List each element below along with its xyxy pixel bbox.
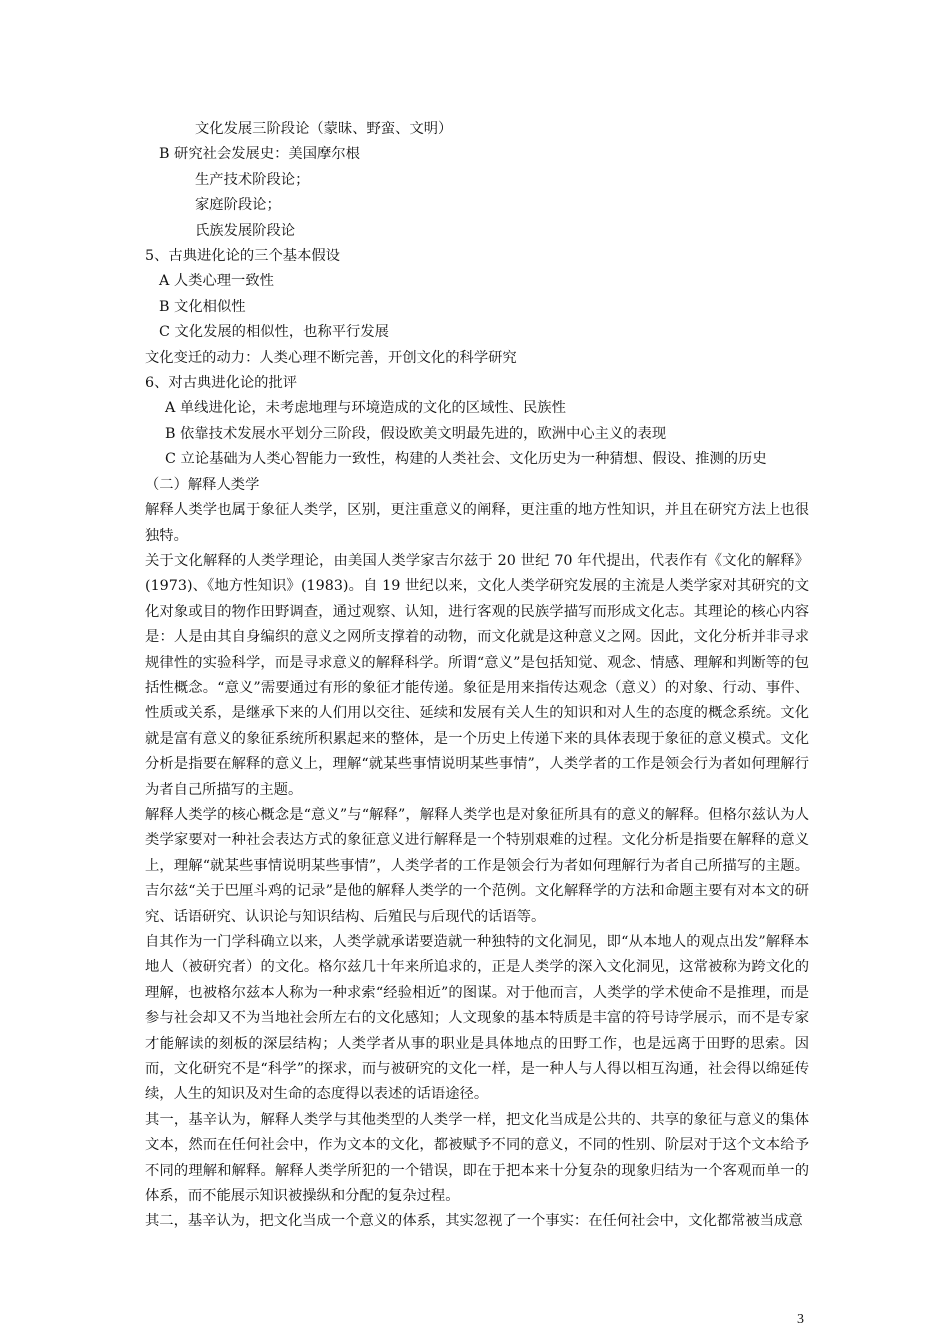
section-heading: 6、对古典进化论的批评: [145, 375, 298, 392]
text-line: B 依靠技术发展水平划分三阶段，假设欧美文明最先进的，欧洲中心主义的表现: [165, 425, 667, 442]
paragraph: 其一，基辛认为，解释人类学与其他类型的人类学一样，把文化当成是公共的、共享的象征与意义的集体文本，然而在任何社会中，作为文本的文化，都被赋予不同的意义，不同的性别、阶层对于这个文本给予不同的理解和解释。解释人类学所犯的一个错误，即在于把本来十分复杂的现象归结为一个客观而单一的体系，而不能展示知识被操纵和分配的复杂过程。: [145, 1111, 809, 1205]
text-line: 生产技术阶段论；: [195, 171, 310, 188]
section-heading: （二）解释人类学: [145, 476, 260, 493]
text-line: 文化变迁的动力：人类心理不断完善，开创文化的科学研究: [145, 349, 517, 366]
text-line: A 单线进化论，未考虑地理与环境造成的文化的区域性、民族性: [165, 400, 566, 417]
paragraph: 解释人类学也属于象征人类学，区别，更注重意义的阐释，更注重的地方性知识，并且在研究方法上也很独特。: [145, 502, 809, 544]
text-line: 家庭阶段论；: [195, 197, 281, 214]
paragraph: 解释人类学的核心概念是“意义”与“解释”，解释人类学也是对象征所具有的意义的解释。但格尔兹认为人类学家要对一种社会表达方式的象征意义进行解释是一个特别艰难的过程。文化分析是指要在解释的意义上，理解“就某些事情说明某些事情”，人类学者的工作是领会行为者如何理解行为者自己所描写的主题。吉尔兹“关于巴厘斗鸡的记录”是他的解释人类学的一个范例。文化解释学的方法和命题主要有对本文的研究、话语研究、认识论与知识结构、后殖民与后现代的话语等。: [145, 806, 809, 925]
text-line: 氏族发展阶段论: [195, 222, 296, 239]
page-number: 3: [797, 1312, 804, 1327]
text-line: A 人类心理一致性: [159, 273, 274, 290]
text-line: B 研究社会发展史：美国摩尔根: [159, 146, 360, 163]
text-line: B 文化相似性: [159, 298, 246, 315]
section-heading: 5、古典进化论的三个基本假设: [145, 248, 340, 265]
text-line: C 立论基础为人类心智能力一致性，构建的人类社会、文化历史为一种猜想、假设、推测的历史: [165, 451, 767, 468]
text-line: 文化发展三阶段论（蒙昧、野蛮、文明）: [195, 121, 453, 137]
text-line: C 文化发展的相似性，也称平行发展: [159, 324, 389, 341]
paragraph: 关于文化解释的人类学理论，由美国人类学家吉尔兹于 20 世纪 70 年代提出，代表作有《文化的解释》(1973)、《地方性知识》(1983)。自 19 世纪以来，文化人类学研究发展的主流是人类学家对其研究的文化对象或目的物作田野调查，通过观察、认知，进行客观的民族学描写而形成文化志。其理论的核心内容是：人是由其自身编织的意义之网所支撑着的动物，而文化就是这种意义之网。因此，文化分析并非寻求规律性的实验科学，而是寻求意义的解释科学。所谓“意义”是包括知觉、观念、情感、理解和判断等的包括性概念。“意义”需要通过有形的象征才能传递。象征是用来指传达观念（意义）的对象、行动、事件、性质或关系，是继承下来的人们用以交往、延续和发展有关人生的知识和对人生的态度的概念系统。文化就是富有意义的象征系统所积累起来的整体，是一个历史上传递下来的具体表现于象征的意义模式。文化分析是指要在解释的意义上，理解“就某些事情说明某些事情”，人类学者的工作是领会行为者如何理解行为者自己所描写的主题。: [145, 552, 809, 798]
paragraph: 自其作为一门学科确立以来，人类学就承诺要造就一种独特的文化洞见，即“从本地人的观点出发”解释本地人（被研究者）的文化。格尔兹几十年来所追求的，正是人类学的深入文化洞见，这常被称为跨文化的理解，也被格尔兹本人称为一种求索“经验相近”的图谋。对于他而言，人类学的学术使命不是推理，而是参与社会却又不为当地社会所左右的文化感知；人文现象的基本特质是丰富的符号诗学展示，而不是专家才能解读的刻板的深层结构；人类学者从事的职业是具体地点的田野工作，也是远离于田野的思索。因而，文化研究不是“科学”的探求，而与被研究的文化一样，是一种人与人得以相互沟通，社会得以绵延传续，人生的知识及对生命的态度得以表述的话语途径。: [145, 934, 809, 1103]
page-body: [145, 117, 809, 1235]
paragraph: 其二，基辛认为，把文化当成一个意义的体系，其实忽视了一个事实：在任何社会中，文化都常被当成意: [145, 1213, 803, 1230]
